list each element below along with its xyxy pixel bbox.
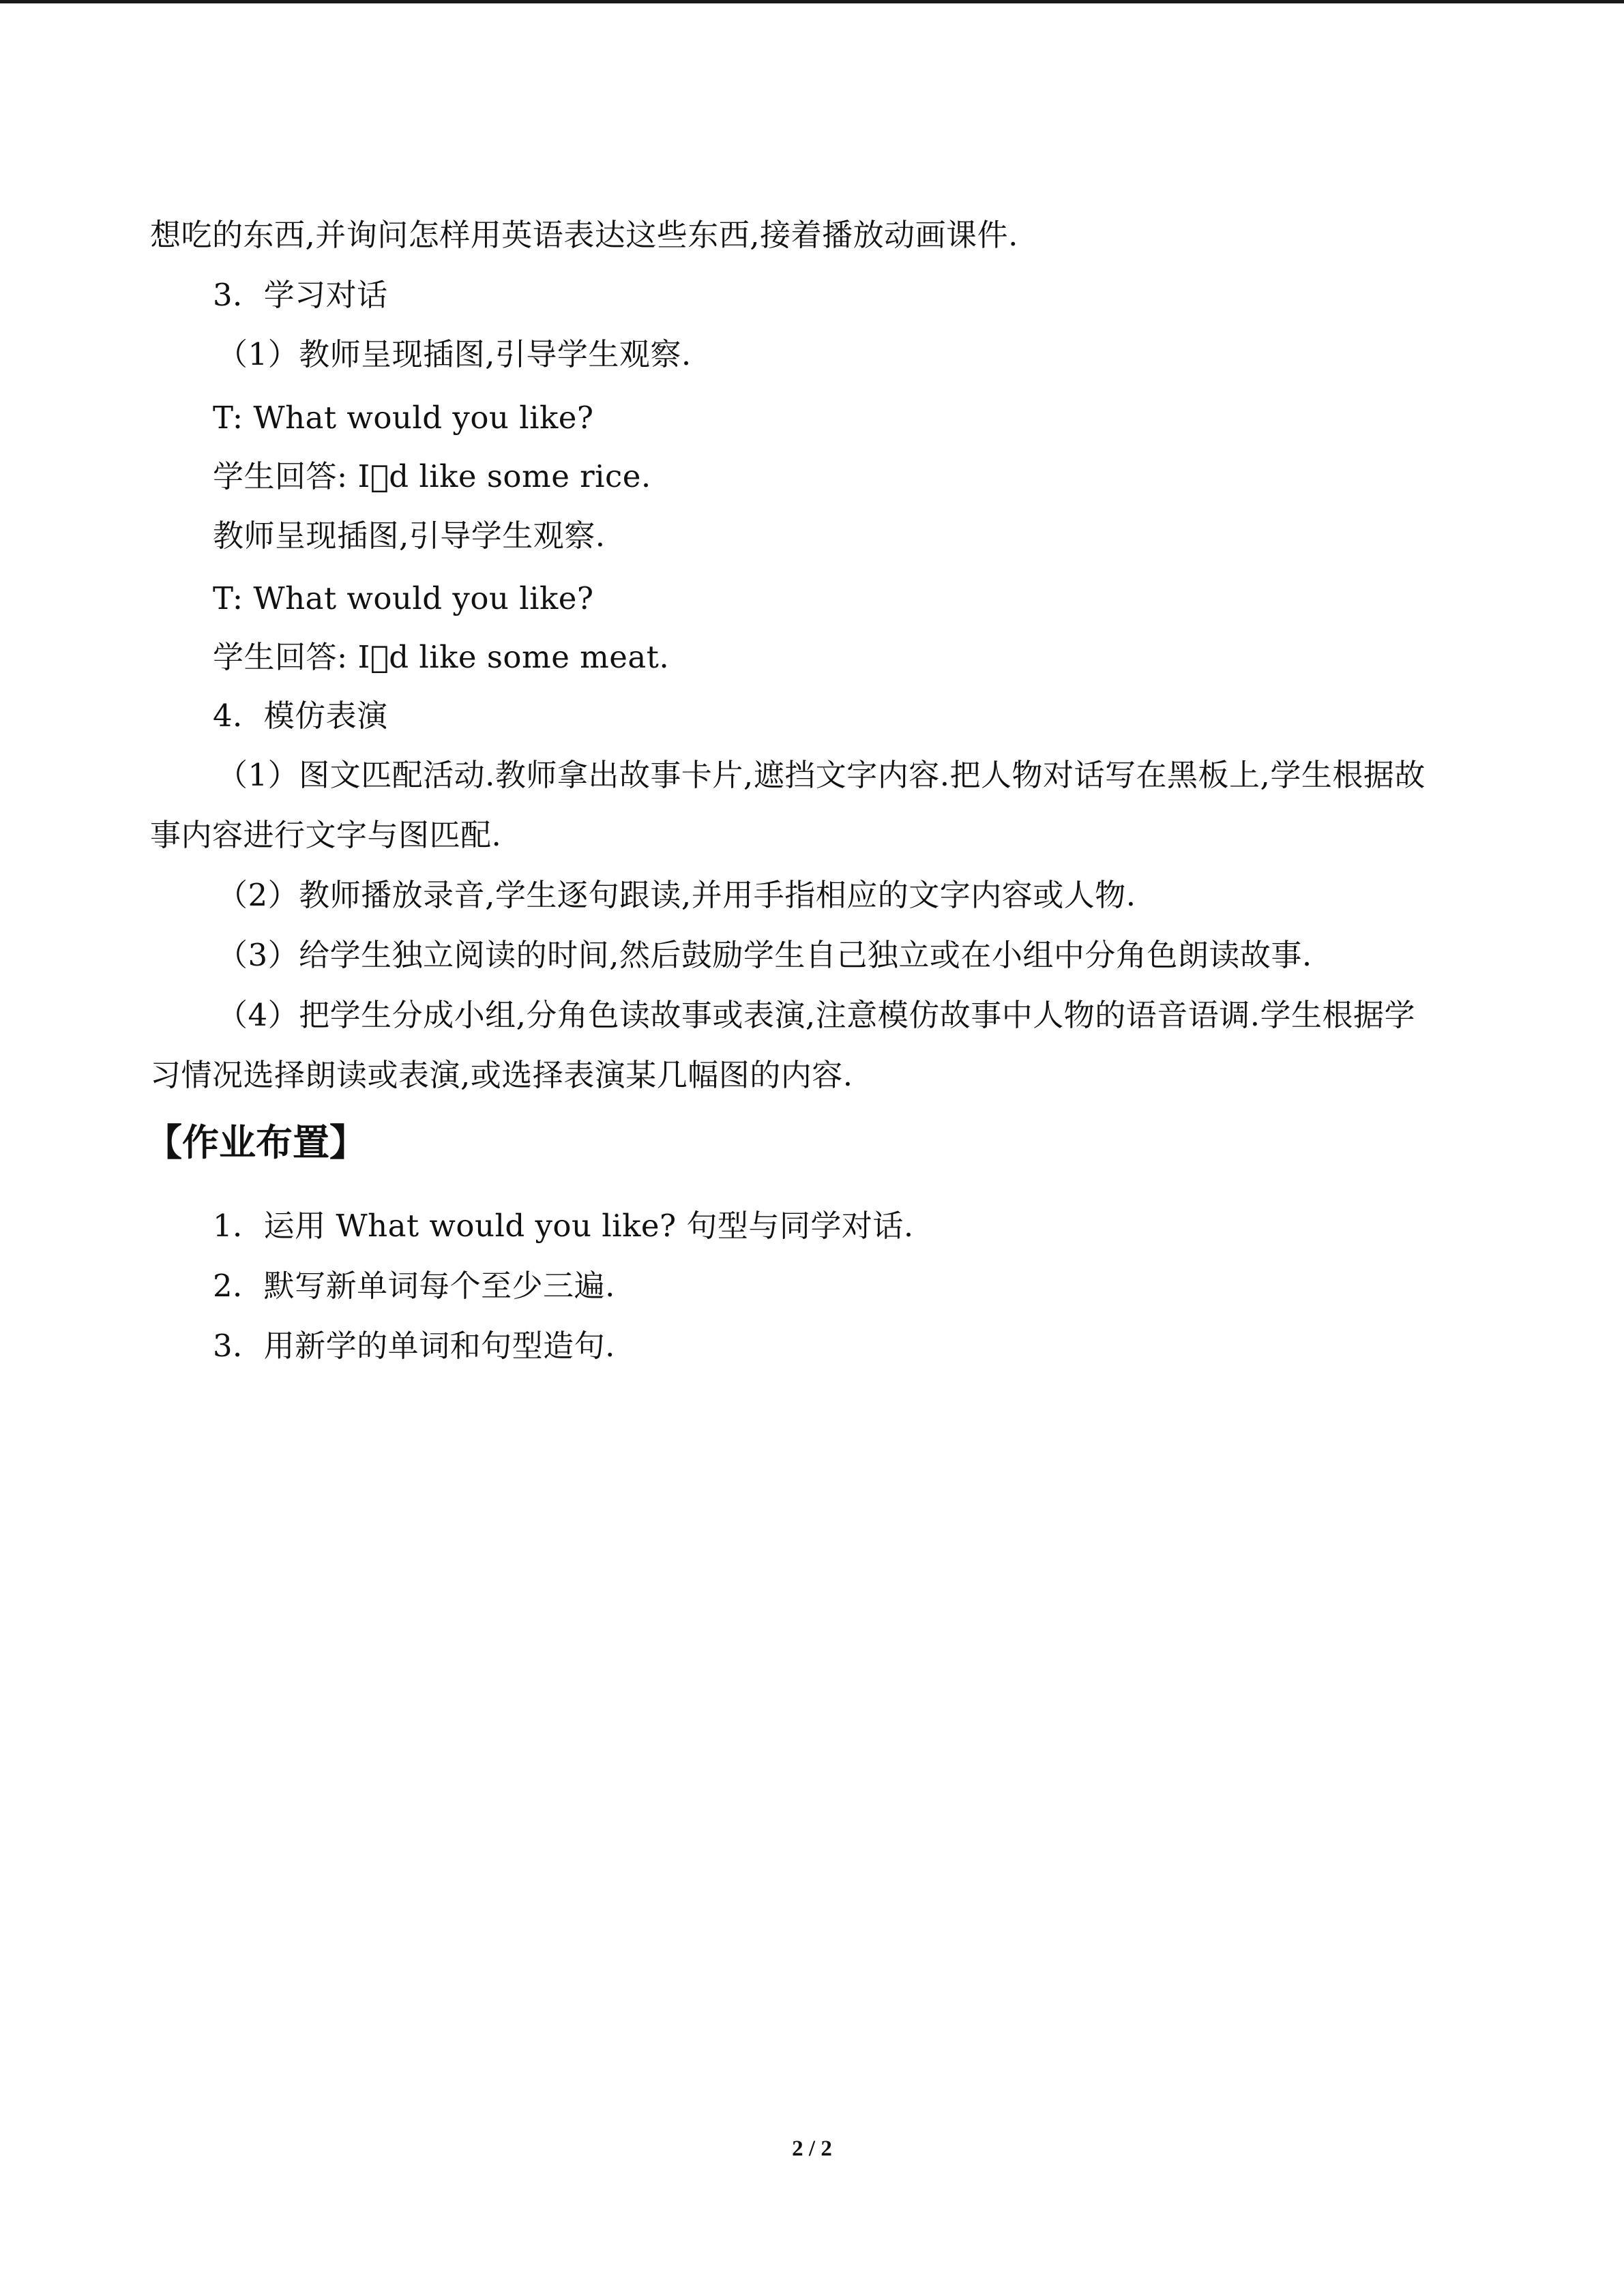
homework-item: 2．默写新单词每个至少三遍. (213, 1268, 615, 1304)
page-number: 2 / 2 (792, 2136, 832, 2161)
paragraph-line: （4）把学生分成小组,分角色读故事或表演,注意模仿故事中人物的语音语调.学生根据学 (217, 997, 1416, 1033)
section-heading-learn-dialogue: 3．学习对话 (213, 277, 388, 313)
homework-item: 3．用新学的单词和句型造句. (213, 1328, 615, 1364)
dialogue-line-student: 学生回答: I d like some meat. (213, 639, 670, 675)
dialogue-line-teacher: T: What would you like? (213, 400, 594, 436)
dialogue-line-teacher: T: What would you like? (213, 580, 594, 616)
homework-item: 1．运用 What would you like? 句型与同学对话. (213, 1208, 914, 1244)
paragraph-line: （1）图文匹配活动.教师拿出故事卡片,遮挡文字内容.把人物对话写在黑板上,学生根据故 (217, 757, 1426, 793)
paragraph-line: 习情况选择朗读或表演,或选择表演某几幅图的内容. (150, 1057, 853, 1093)
homework-heading: 【作业布置】 (145, 1121, 366, 1164)
paragraph-line: 想吃的东西,并询问怎样用英语表达这些东西,接着播放动画课件. (150, 217, 1018, 253)
section-heading-imitation: 4．模仿表演 (213, 698, 388, 734)
page-top-border (0, 0, 1624, 3)
paragraph-line: （1）教师呈现插图,引导学生观察. (217, 336, 692, 372)
paragraph-line: 教师呈现插图,引导学生观察. (213, 518, 606, 554)
dialogue-line-student: 学生回答: I d like some rice. (213, 458, 651, 494)
paragraph-line: （3）给学生独立阅读的时间,然后鼓励学生自己独立或在小组中分角色朗读故事. (217, 937, 1312, 973)
paragraph-line: （2）教师播放录音,学生逐句跟读,并用手指相应的文字内容或人物. (217, 877, 1136, 913)
paragraph-line: 事内容进行文字与图匹配. (150, 817, 502, 853)
